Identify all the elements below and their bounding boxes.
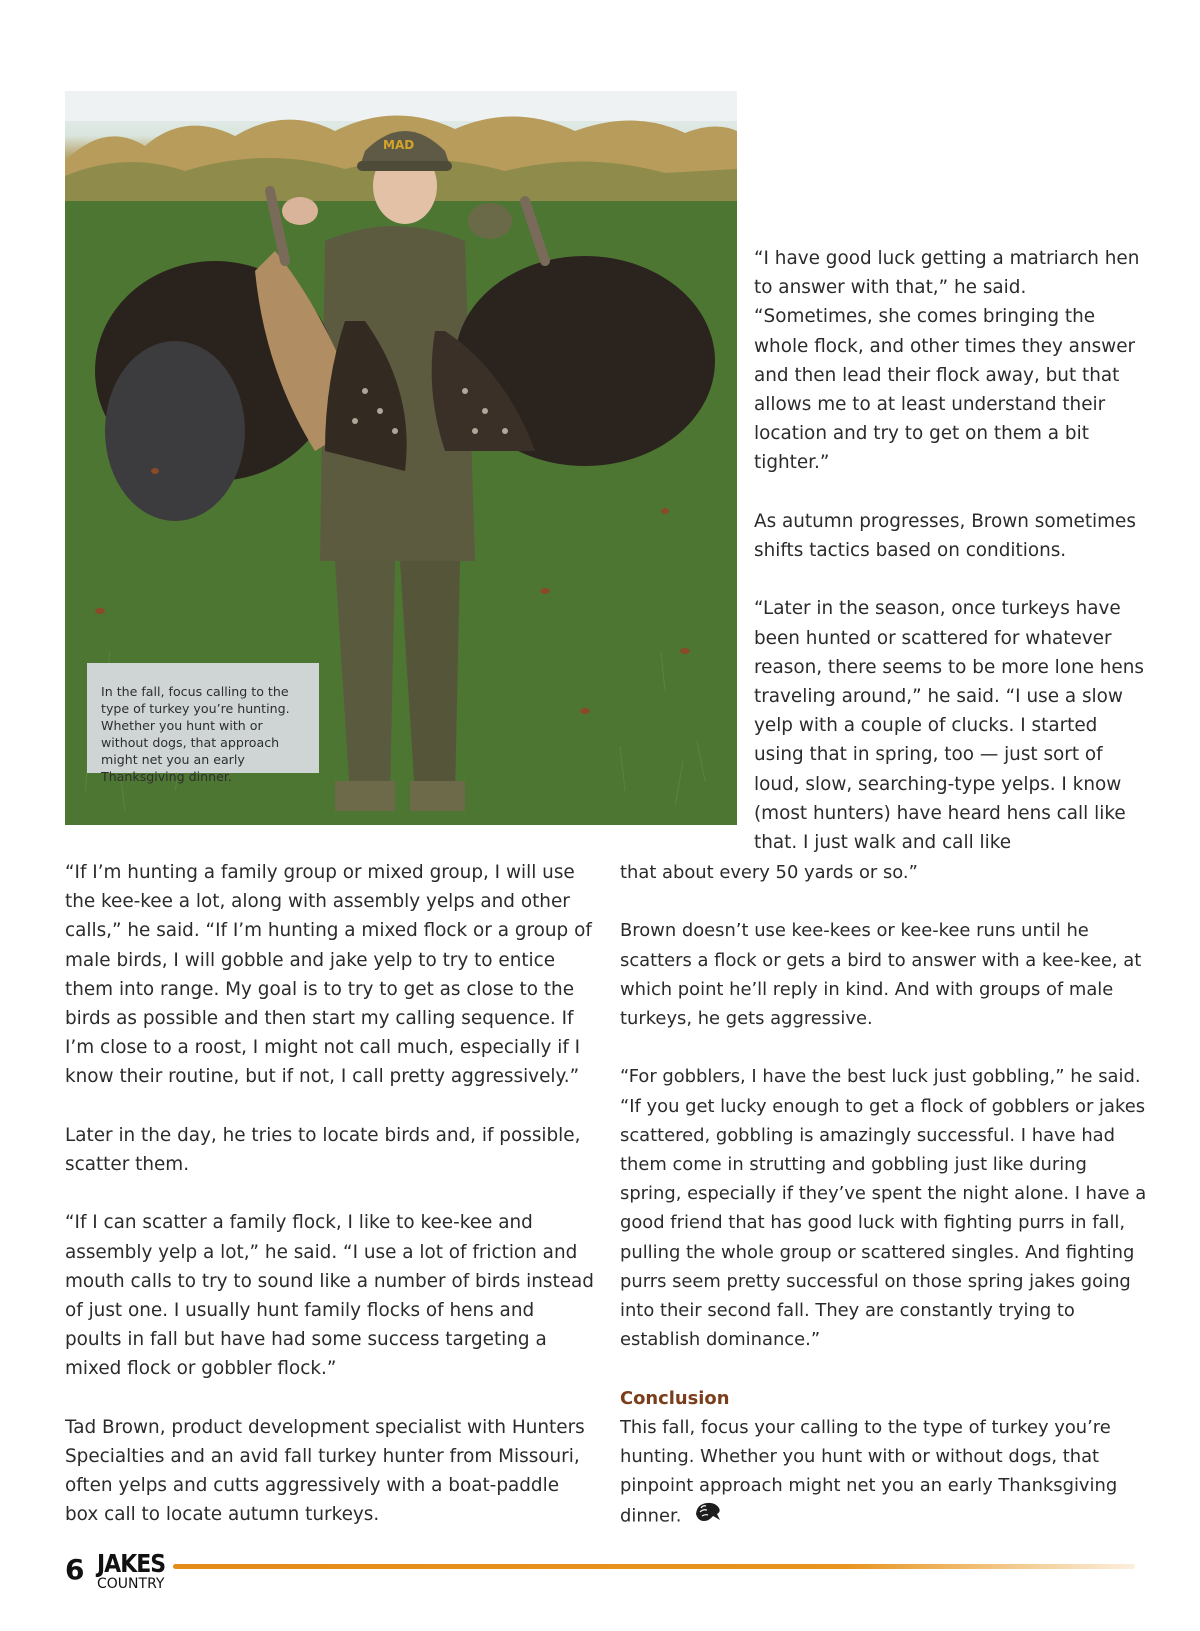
paragraph: “Later in the season, once turkeys have been hunted or scattered for whatever reason, there seems to be more lone hens traveling around,” he said. “I use a slow yelp with a couple of clucks. I started using that in spring, too — just sort of loud, slow, searching-type yelps. I know (most hunters) have heard hens call like that. I just walk and call like — [754, 598, 1144, 854]
turkey-end-mark-icon — [693, 1500, 723, 1533]
paragraph: Tad Brown, product development specialist with Hunters Specialties and an avid fall turkey hunter from Missouri, often yelps and cutts aggressively with a boat-paddle box call to locate autumn turkeys. — [65, 1416, 585, 1526]
footer-rule — [173, 1564, 1135, 1569]
conclusion-text: This fall, focus your calling to the type of turkey you’re hunting. Whether you hunt with or without dogs, that pinpoint approach might net you an early Thanksgiving dinner. — [620, 1416, 1118, 1528]
paragraph: Later in the day, he tries to locate birds and, if possible, scatter them. — [65, 1124, 581, 1176]
right-column-continued — [620, 858, 1150, 1534]
hunter-with-turkeys-photo — [65, 91, 737, 825]
magazine-logo-bottom: COUNTRY — [97, 1576, 165, 1592]
paragraph: “If I can scatter a family flock, I like to kee-kee and assembly yelp a lot,” he said. “I use a lot of friction and mouth calls to try to sound like a number of birds instead of just one. I usually hunt family flocks of hens and poults in fall but have had some success targeting a mixed flock or gobbler flock.” — [65, 1212, 594, 1380]
cap-logo-text: MAD — [383, 138, 415, 152]
conclusion-heading: Conclusion — [620, 1387, 730, 1409]
right-column-top — [754, 244, 1149, 857]
paragraph: As autumn progresses, Brown sometimes shifts tactics based on conditions. — [754, 510, 1136, 562]
paragraph: “If I’m hunting a family group or mixed group, I will use the kee-kee a lot, along with assembly yelps and other calls,” he said. “If I’m hunting a mixed flock or a group of male birds, I will gobble and jake yelp to try to entice them into range. My goal is to try to get as close to the birds as possible and then start my calling sequence. If I’m close to a roost, I might not call much, especially if I know their routine, but if not, I call pretty aggressively.” — [65, 862, 592, 1088]
paragraph: “For gobblers, I have the best luck just gobbling,” he said. “If you get lucky enough to get a flock of gobblers or jakes scattered, gobbling is amazingly successful. I have had them come in strutting and gobbling just like during spring, especially if they’ve spent the night alone. I have a good friend that has good luck with fighting purrs in fall, pulling the whole group or scattered singles. And fighting purrs seem pretty successful on those spring jakes going into their second fall. They are constantly trying to establish dominance.” — [620, 1066, 1147, 1351]
paragraph: “I have good luck getting a matriarch hen to answer with that,” he said. “Sometimes, she comes bringing the whole flock, and other times they answer and then lead their flock away, but that allows me to at least understand their location and try to get on them a bit tighter.” — [754, 248, 1140, 474]
conclusion-section — [620, 1384, 1150, 1534]
paragraph: Brown doesn’t use kee-kees or kee-kee runs until he scatters a flock or gets a bird to answer with a kee-kee, at which point he’ll reply in kind. And with groups of male turkeys, he gets aggressive. — [620, 920, 1142, 1029]
page-number: 6 — [65, 1553, 85, 1586]
paragraph: that about every 50 yards or so.” — [620, 862, 918, 883]
photo-caption: In the fall, focus calling to the type of turkey you’re hunting. Whether you hunt with or without dogs, that approach might net you an early Thanksgiving dinner. — [87, 663, 319, 773]
magazine-logo-top: JAKES — [97, 1550, 166, 1579]
page-footer — [65, 1550, 1135, 1600]
left-column — [65, 858, 595, 1530]
